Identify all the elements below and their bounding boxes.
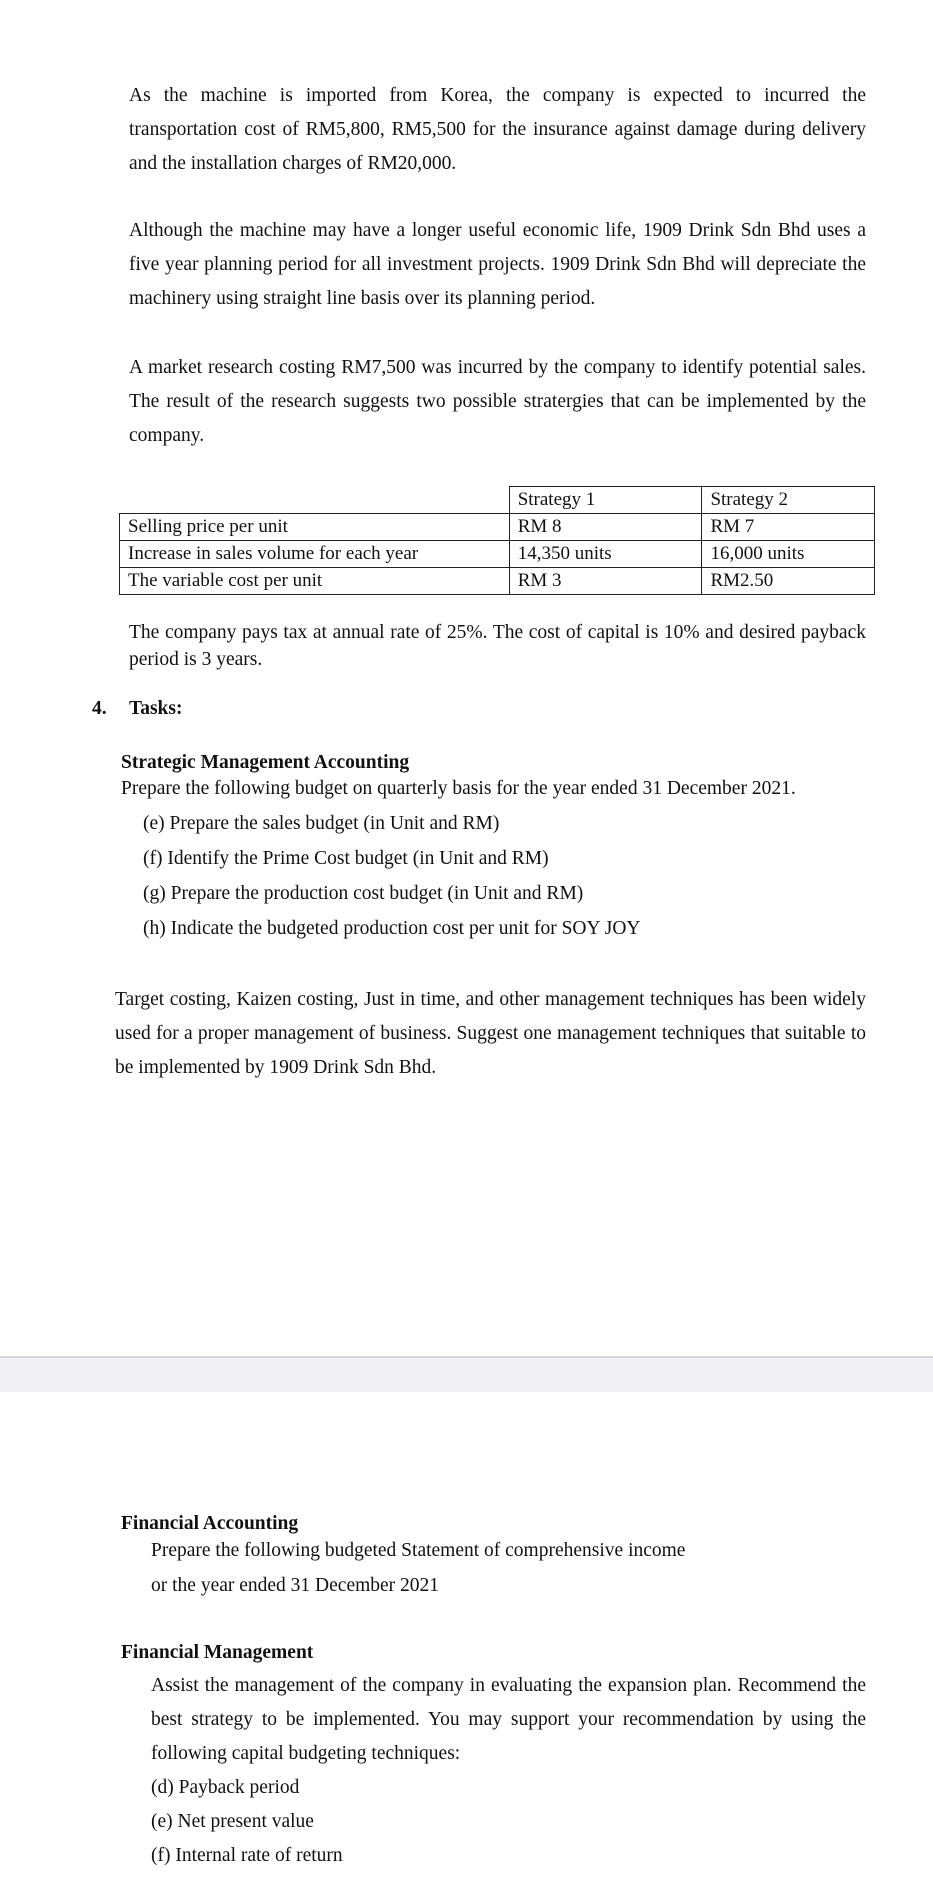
table-cell: RM2.50 (702, 568, 875, 595)
tasks-heading: Tasks: (129, 698, 183, 719)
page-break-gap (0, 1356, 933, 1392)
sma-item-sales-budget: (e) Prepare the sales budget (in Unit and RM) (143, 813, 500, 834)
table-cell: 14,350 units (509, 541, 702, 568)
fa-heading: Financial Accounting (121, 1513, 299, 1534)
strategy-comparison-table (119, 486, 875, 595)
table-cell: Selling price per unit (120, 514, 510, 541)
task-number: 4. (92, 698, 107, 719)
paragraph-tax-and-capital: The company pays tax at annual rate of 25%. The cost of capital is 10% and desired payback period is 3 years. (129, 622, 866, 670)
fm-heading: Financial Management (121, 1642, 314, 1663)
fm-item-net-present-value: (e) Net present value (151, 1811, 314, 1832)
table-header-cell: Strategy 1 (509, 487, 702, 514)
sma-intro: Prepare the following budget on quarterly basis for the year ended 31 December 2021. (121, 778, 796, 799)
fm-item-internal-rate-of-return: (f) Internal rate of return (151, 1845, 343, 1866)
table-cell: RM 7 (702, 514, 875, 541)
document-page-2 (0, 1392, 933, 1896)
table-row (120, 568, 875, 595)
table-cell: The variable cost per unit (120, 568, 510, 595)
table-row (120, 514, 875, 541)
paragraph-management-techniques: Target costing, Kaizen costing, Just in time, and other management techniques has been widely used for a proper management of business. Suggest one management techniques that suitable to be implemented by 1909 Drink Sdn Bhd. (115, 989, 866, 1078)
sma-item-production-cost-budget: (g) Prepare the production cost budget (in Unit and RM) (143, 883, 584, 904)
fm-paragraph: Assist the management of the company in evaluating the expansion plan. Recommend the best strategy to be implemented. You may support your recommendation by using the following capital budgeting techniques: (151, 1675, 866, 1764)
paragraph-market-research: A market research costing RM7,500 was incurred by the company to identify potential sales. The result of the research suggests two possible stratergies that can be implemented by the company. (129, 357, 866, 446)
sma-item-production-cost-per-unit: (h) Indicate the budgeted production cost per unit for SOY JOY (143, 918, 641, 939)
sma-heading: Strategic Management Accounting (121, 752, 410, 773)
table-cell: 16,000 units (702, 541, 875, 568)
table-header-row (120, 487, 875, 514)
fa-line-2: or the year ended 31 December 2021 (151, 1575, 440, 1596)
table-row (120, 541, 875, 568)
table-cell: RM 8 (509, 514, 702, 541)
table-cell: RM 3 (509, 568, 702, 595)
table-cell: Increase in sales volume for each year (120, 541, 510, 568)
fa-line-1: Prepare the following budgeted Statement of comprehensive income (151, 1540, 686, 1561)
fm-item-payback-period: (d) Payback period (151, 1777, 300, 1798)
sma-item-prime-cost-budget: (f) Identify the Prime Cost budget (in Unit and RM) (143, 848, 549, 869)
paragraph-depreciation: Although the machine may have a longer useful economic life, 1909 Drink Sdn Bhd uses a five year planning period for all investment projects. 1909 Drink Sdn Bhd will depreciate the machinery using straight line basis over its planning period. (129, 220, 866, 309)
table-header-cell (120, 487, 510, 514)
paragraph-transportation-cost: As the machine is imported from Korea, the company is expected to incurred the transportation cost of RM5,800, RM5,500 for the insurance against damage during delivery and the installation charges of RM20,000. (129, 85, 866, 174)
table-header-cell: Strategy 2 (702, 487, 875, 514)
